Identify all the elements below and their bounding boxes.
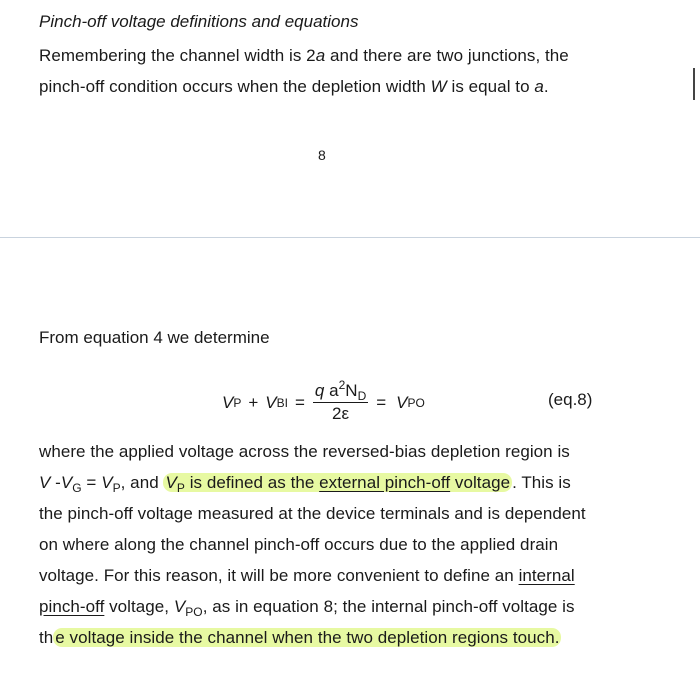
- equation-fraction: $\frac{q a^2N_D}{2\varepsilon}$: [314, 378, 367, 423]
- paragraph-line: voltage. For this reason, it will be more convenient to define an internal: [39, 566, 575, 585]
- paragraph-line: V $-V_G = V_P$, and $V_P$ is defined as the external pinch-off voltage . This is: [39, 473, 571, 495]
- highlight-external-pinch-off: $V_P$ is defined as the external pinch-off voltage: [165, 473, 511, 495]
- paragraph-line: pinch-off voltage, $V_{PO}$, as in equation 8; the internal pinch-off voltage is: [39, 597, 575, 619]
- equation-intro-text: From equation 4 we determine: [39, 328, 270, 347]
- equation-8: V P + V BI = $\frac{q a^2N_D}{2\varepsilon}$ = V PO: [222, 378, 425, 423]
- highlight-internal-pinch-off: e voltage inside the channel when the two depletion regions touch.: [55, 628, 560, 647]
- section-heading: Pinch-off voltage definitions and equations: [39, 12, 359, 31]
- text-cursor: [693, 68, 695, 100]
- paragraph-channel-width: [39, 40, 619, 102]
- paragraph-line: where the applied voltage across the reversed-bias depletion region is: [39, 442, 570, 461]
- paragraph-line: pinch-off condition occurs when the depletion width W is equal to a.: [39, 77, 549, 96]
- paragraph-line: Remembering the channel width is 2a and there are two junctions, the: [39, 46, 569, 65]
- paragraph-line: th e voltage inside the channel when the two depletion regions touch.: [39, 628, 560, 647]
- paragraph-line: the pinch-off voltage measured at the device terminals and is dependent: [39, 504, 586, 523]
- paragraph-line: on where along the channel pinch-off occurs due to the applied drain: [39, 535, 559, 554]
- page-break-divider: [0, 237, 700, 238]
- page-number: 8: [318, 147, 326, 163]
- equation-label: (eq.8): [548, 390, 593, 409]
- paragraph-pinch-off: [39, 436, 619, 653]
